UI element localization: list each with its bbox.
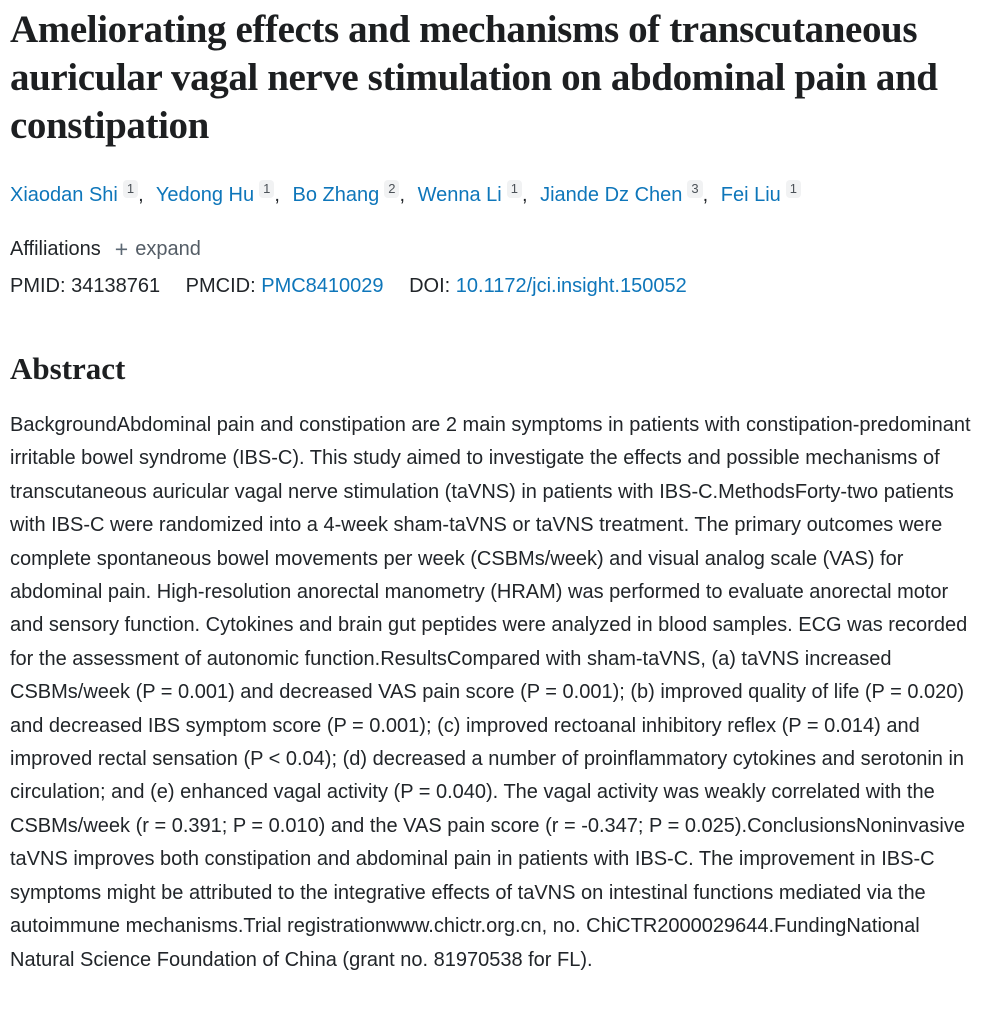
pmcid-label: PMCID: xyxy=(185,275,256,297)
abstract-heading: Abstract xyxy=(10,351,126,386)
pmcid-link[interactable]: PMC8410029 xyxy=(261,275,384,297)
article-title: Ameliorating effects and mechanisms of transcutaneous auricular vagal nerve stimulation on abdominal pain and constipation xyxy=(10,8,938,147)
author-affiliation-badge[interactable]: 1 xyxy=(259,180,274,198)
author-affiliation-badge[interactable]: 3 xyxy=(687,180,702,198)
author-link[interactable]: Fei Liu xyxy=(720,184,781,206)
author xyxy=(10,181,151,206)
abstract-text: BackgroundAbdominal pain and constipation are 2 main symptoms in patients with constipation-predominant irritable bowel syndrome (IBS-C). This study aimed to investigate the effects and possible mechanisms of transcutaneous auricular vagal nerve stimulation (taVNS) in patients with IBS-C.MethodsForty-two patients with IBS-C were randomized into a 4-week sham-taVNS or taVNS treatment. The primary outcomes were complete spontaneous bowel movements per week (CSBMs/week) and visual analog scale (VAS) for abdominal pain. High-resolution anorectal manometry (HRAM) was performed to evaluate anorectal motor and sensory function. Cytokines and brain gut peptides were analyzed in blood samples. ECG was recorded for the assessment of autonomic function.ResultsCompared with sham-taVNS, (a) taVNS increased CSBMs/week (P = 0.001) and decreased VAS pain score (P = 0.001); (b) improved quality of life (P = 0.020) and decreased IBS symptom score (P = 0.001); (c) improved rectoanal inhibitory reflex (P = 0.014) and improved rectal sensation (P < 0.04); (d) decreased a number of proinflammatory cytokines and serotonin in circulation; and (e) enhanced vagal activity (P = 0.040). The vagal activity was weakly correlated with the CSBMs/week (r = 0.391; P = 0.010) and the VAS pain score (r = -0.347; P = 0.025).ConclusionsNoninvasive taVNS improves both constipation and abdominal pain in patients with IBS-C. The improvement in IBS-C symptoms might be attributed to the integrative effects of taVNS on intestinal functions mediated via the autoimmune mechanisms.Trial registrationwww.chictr.org.cn, no. ChiCTR2000029644.FundingNational Natural Science Foundation of China (grant no. 81970538 for FL). xyxy=(10,414,971,971)
affiliations-expand-button[interactable] xyxy=(115,238,201,261)
author-affiliation-badge[interactable]: 1 xyxy=(123,180,138,198)
authors-list xyxy=(10,180,987,210)
author-separator: , xyxy=(521,184,528,206)
author xyxy=(155,181,287,206)
author-link[interactable]: Xiaodan Shi xyxy=(10,184,118,206)
author xyxy=(417,181,535,206)
author xyxy=(540,181,715,206)
author-separator: , xyxy=(138,184,144,206)
pmid-value: 34138761 xyxy=(71,275,161,297)
affiliations-row xyxy=(10,237,987,261)
pmcid-group xyxy=(186,275,384,297)
affiliations-label: Affiliations xyxy=(10,238,101,260)
author-link[interactable]: Wenna Li xyxy=(417,184,502,206)
pmid-label: PMID: xyxy=(10,275,66,297)
doi-label: DOI: xyxy=(409,275,451,297)
author-affiliation-badge[interactable]: 1 xyxy=(507,180,522,198)
author xyxy=(720,181,801,206)
author-separator: , xyxy=(274,184,280,206)
affiliations-expand-label: expand xyxy=(135,237,201,260)
doi-group xyxy=(409,275,687,297)
author-separator: , xyxy=(702,184,709,206)
plus-icon: + xyxy=(114,236,129,262)
doi-link[interactable]: 10.1172/jci.insight.150052 xyxy=(455,275,687,297)
author xyxy=(292,181,412,206)
author-link[interactable]: Jiande Dz Chen xyxy=(540,184,683,206)
author-link[interactable]: Bo Zhang xyxy=(292,184,380,206)
author-separator: , xyxy=(399,184,406,206)
identifiers-row xyxy=(10,273,987,299)
author-link[interactable]: Yedong Hu xyxy=(155,184,255,206)
pmid-group xyxy=(10,275,160,297)
author-affiliation-badge[interactable]: 1 xyxy=(786,180,801,198)
abstract-section xyxy=(10,351,987,977)
author-affiliation-badge[interactable]: 2 xyxy=(384,180,399,198)
